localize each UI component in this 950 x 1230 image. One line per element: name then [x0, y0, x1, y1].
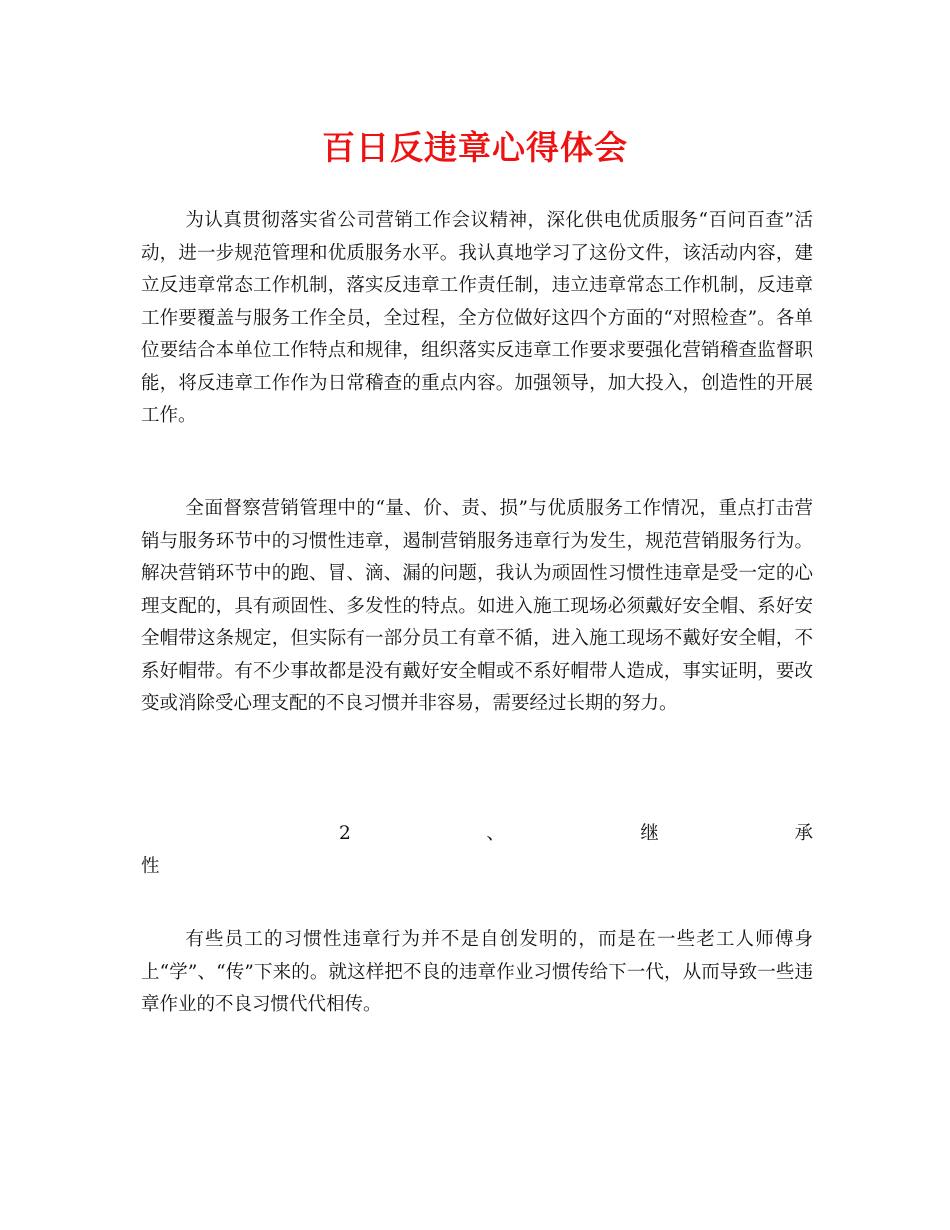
section-heading-row: [141, 818, 813, 851]
section-heading-char: 继: [640, 823, 659, 844]
section-heading-inheritance: [141, 818, 813, 883]
paragraph-intro: 为认真贯彻落实省公司营销工作会议精神，深化供电优质服务“百问百查”活动，进一步规范管理和优质服务水平。我认真地学习了这份文件，该活动内容，建立反违章常态工作机制，落实反违章工作责任制，违立违章常态工作机制，反违章工作要覆盖与服务工作全员，全过程，全方位做好这四个方面的“对照检查”。各单位要结合本单位工作特点和规律，组织落实反违章工作要求要强化营销稽查监督职能，将反违章工作作为日常稽查的重点内容。加强领导，加大投入，创造性的开展工作。: [141, 210, 813, 426]
paragraph-supervision: 全面督察营销管理中的“量、价、责、损”与优质服务工作情况，重点打击营销与服务环节中的习惯性违章，遏制营销服务违章行为发生，规范营销服务行为。解决营销环节中的跑、冒、滴、漏的问题，我认为顽固性习惯性违章是受一定的心理支配的，具有顽固性、多发性的特点。如进入施工现场必须戴好安全帽、系好安全帽带这条规定，但实际有一部分员工有章不循，进入施工现场不戴好安全帽，不系好帽带。有不少事故都是没有戴好安全帽或不系好帽带人造成，事实证明，要改变或消除受心理支配的不良习惯并非容易，需要经过长期的努力。: [141, 498, 813, 714]
section-heading-continuation: 性: [141, 855, 160, 877]
paragraph-inheritance: 有些员工的习惯性违章行为并不是自创发明的，而是在一些老工人师傅身上“学”、“传”下来的。就这样把不良的违章作业习惯传给下一代，从而导致一些违章作业的不良习惯代代相传。: [141, 929, 813, 1015]
section-number: 2: [339, 823, 351, 844]
section-heading-char: 承: [794, 823, 813, 844]
section-separator: 、: [486, 823, 505, 844]
document-title: 百日反违章心得体会: [322, 128, 628, 167]
